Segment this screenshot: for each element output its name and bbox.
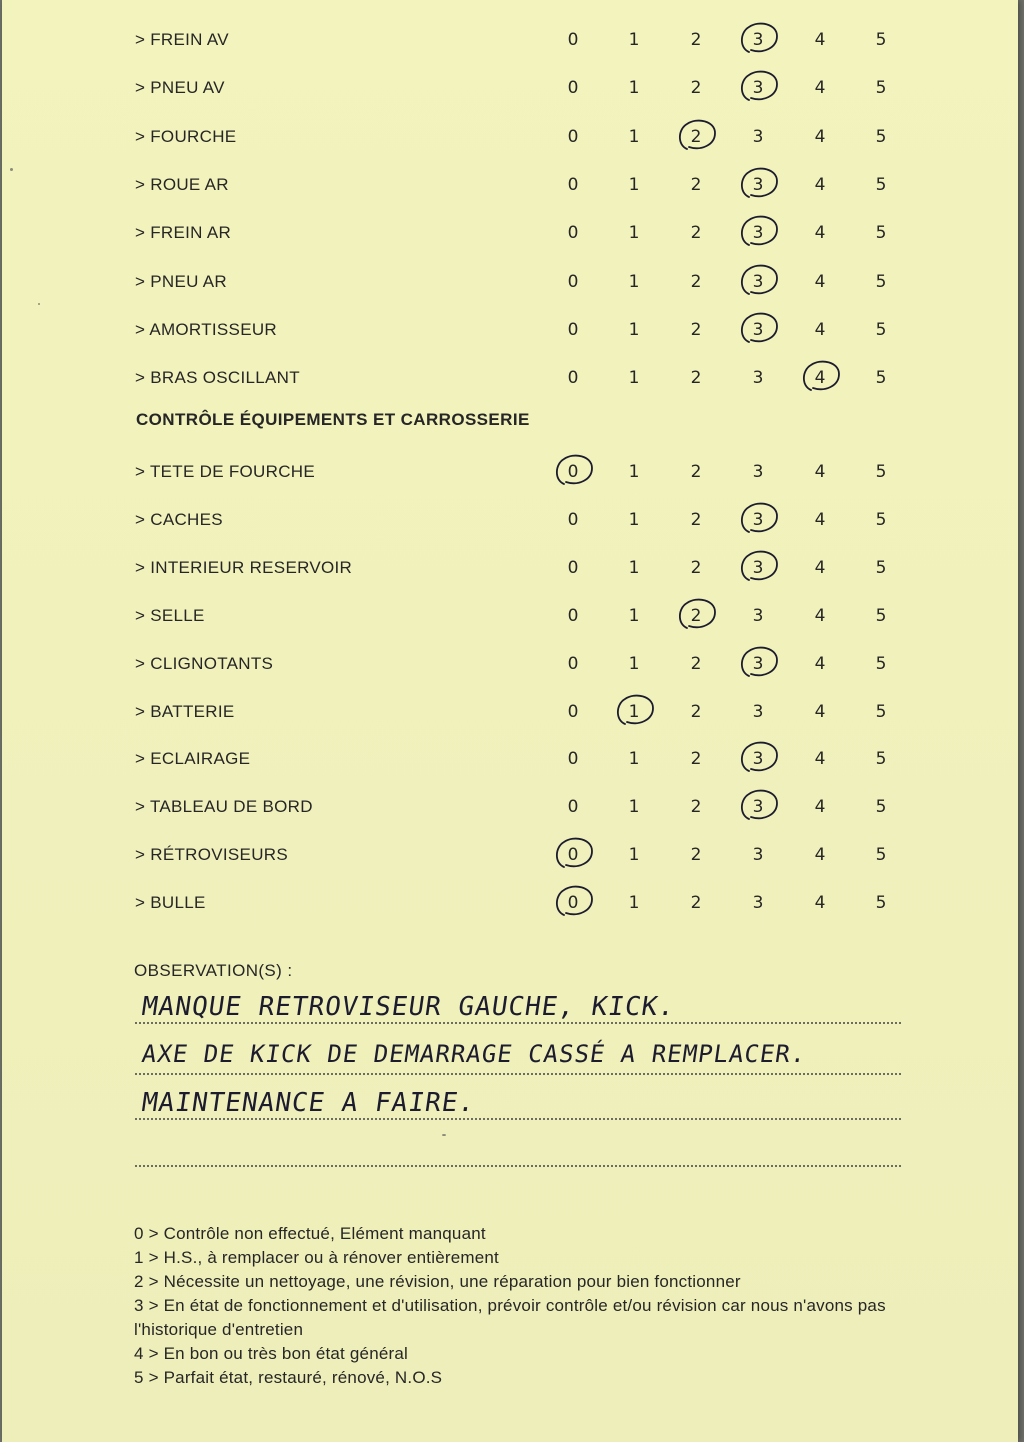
score-4: 4 xyxy=(814,845,826,866)
score-0: 0 xyxy=(567,368,579,389)
score-2: 2 xyxy=(690,174,702,195)
score-0: 0 xyxy=(567,845,579,866)
legend-item: 0 > Contrôle non effectué, Elément manquant xyxy=(134,1224,486,1243)
checklist-item-label: > BATTERIE xyxy=(135,701,235,721)
checklist-item-label: > PNEU AR xyxy=(135,271,227,291)
section-title: CONTRÔLE ÉQUIPEMENTS ET CARROSSERIE xyxy=(136,410,530,429)
score-2: 2 xyxy=(690,893,702,914)
observation-line-3: MAINTENANCE A FAIRE. xyxy=(139,1088,478,1118)
checklist-row xyxy=(2,72,1018,102)
score-2: 2 xyxy=(690,319,702,340)
score-2: 2 xyxy=(690,797,702,818)
score-2: 2 xyxy=(690,223,702,244)
score-1: 1 xyxy=(628,174,640,195)
checklist-row xyxy=(2,887,1018,917)
score-4: 4 xyxy=(814,271,826,292)
score-5: 5 xyxy=(875,749,887,770)
score-0: 0 xyxy=(567,78,579,99)
observation-dotted-line-4 xyxy=(135,1165,901,1167)
score-4: 4 xyxy=(814,126,826,147)
score-2: 2 xyxy=(690,30,702,50)
score-1: 1 xyxy=(628,368,640,389)
score-0: 0 xyxy=(567,797,579,818)
score-2: 2 xyxy=(690,557,702,578)
score-1: 1 xyxy=(628,30,640,50)
score-1: 1 xyxy=(628,605,640,626)
checklist-row xyxy=(2,552,1018,582)
score-2: 2 xyxy=(690,78,702,99)
observations-title: OBSERVATION(S) : xyxy=(134,961,293,980)
score-4: 4 xyxy=(814,30,826,50)
score-3: 3 xyxy=(752,797,764,818)
score-5: 5 xyxy=(875,797,887,818)
inspection-sheet xyxy=(2,0,1018,1442)
checklist-item-label: > CLIGNOTANTS xyxy=(135,653,274,673)
score-3: 3 xyxy=(752,319,764,340)
score-4: 4 xyxy=(814,797,826,818)
score-5: 5 xyxy=(875,701,887,722)
score-5: 5 xyxy=(875,893,887,914)
score-0: 0 xyxy=(567,701,579,722)
score-4: 4 xyxy=(814,509,826,530)
score-4: 4 xyxy=(814,893,826,914)
score-5: 5 xyxy=(875,605,887,626)
score-0: 0 xyxy=(567,30,579,50)
checklist-row xyxy=(2,504,1018,534)
score-1: 1 xyxy=(628,557,640,578)
checklist-item-label: > TABLEAU DE BORD xyxy=(135,797,313,817)
score-2: 2 xyxy=(690,368,702,389)
checklist-item-label: > AMORTISSEUR xyxy=(135,319,277,339)
score-5: 5 xyxy=(875,462,887,482)
score-3: 3 xyxy=(752,605,764,626)
score-2: 2 xyxy=(690,845,702,866)
paper-speck xyxy=(38,303,40,305)
score-0: 0 xyxy=(567,605,579,626)
score-4: 4 xyxy=(814,701,826,722)
paper-speck xyxy=(442,1134,446,1136)
checklist-item-label: > BULLE xyxy=(135,893,206,913)
checklist-item-label: > BRAS OSCILLANT xyxy=(135,368,300,388)
score-5: 5 xyxy=(875,368,887,389)
score-4: 4 xyxy=(814,557,826,578)
score-5: 5 xyxy=(875,653,887,674)
score-0: 0 xyxy=(567,509,579,530)
score-3: 3 xyxy=(752,701,764,722)
score-2: 2 xyxy=(690,462,702,482)
score-5: 5 xyxy=(875,271,887,292)
score-1: 1 xyxy=(628,653,640,674)
legend-item: 3 > En état de fonctionnement et d'utilisation, prévoir contrôle et/ou révision car nous n'avons pas l'historique d'entretien xyxy=(134,1296,886,1339)
score-3: 3 xyxy=(752,557,764,578)
score-0: 0 xyxy=(567,893,579,914)
score-1: 1 xyxy=(628,797,640,818)
checklist-row xyxy=(2,791,1018,821)
score-2: 2 xyxy=(690,701,702,722)
score-3: 3 xyxy=(752,223,764,244)
score-5: 5 xyxy=(875,30,887,50)
checklist-row xyxy=(2,314,1018,344)
checklist-item-label: > RÉTROVISEURS xyxy=(135,845,288,865)
score-1: 1 xyxy=(628,319,640,340)
score-3: 3 xyxy=(752,174,764,195)
score-0: 0 xyxy=(567,653,579,674)
score-1: 1 xyxy=(628,78,640,99)
score-4: 4 xyxy=(814,368,826,389)
checklist-row xyxy=(2,839,1018,869)
checklist-row xyxy=(2,648,1018,678)
score-5: 5 xyxy=(875,78,887,99)
score-5: 5 xyxy=(875,557,887,578)
score-0: 0 xyxy=(567,174,579,195)
checklist-row xyxy=(2,456,1018,486)
legend-item: 2 > Nécessite un nettoyage, une révision, une réparation pour bien fonctionner xyxy=(134,1272,741,1291)
score-3: 3 xyxy=(752,462,764,482)
legend-item: 4 > En bon ou très bon état général xyxy=(134,1344,409,1363)
checklist-item-label: > ROUE AR xyxy=(135,174,229,194)
score-4: 4 xyxy=(814,174,826,195)
score-1: 1 xyxy=(628,462,640,482)
score-5: 5 xyxy=(875,845,887,866)
score-3: 3 xyxy=(752,845,764,866)
observation-dotted-line-1 xyxy=(135,1022,901,1024)
paper-speck xyxy=(10,168,13,171)
score-0: 0 xyxy=(567,271,579,292)
checklist-row xyxy=(2,121,1018,151)
checklist-item-label: > FREIN AR xyxy=(135,223,232,243)
score-4: 4 xyxy=(814,78,826,99)
score-4: 4 xyxy=(814,319,826,340)
legend-item: 5 > Parfait état, restauré, rénové, N.O.S xyxy=(134,1368,443,1387)
score-3: 3 xyxy=(752,368,764,389)
legend-item: 1 > H.S., à remplacer ou à rénover entièrement xyxy=(134,1248,499,1267)
score-2: 2 xyxy=(690,271,702,292)
rating-legend xyxy=(134,1222,894,1390)
observation-line-1: MANQUE RETROVISEUR GAUCHE, KICK. xyxy=(139,992,678,1022)
score-3: 3 xyxy=(752,126,764,147)
score-3: 3 xyxy=(752,749,764,770)
score-4: 4 xyxy=(814,605,826,626)
checklist-item-label: > INTERIEUR RESERVOIR xyxy=(135,557,353,577)
checklist-row xyxy=(2,743,1018,773)
checklist-item-label: > FREIN AV xyxy=(135,30,229,49)
checklist-item-label: > SELLE xyxy=(135,605,205,625)
checklist-item-label: > ECLAIRAGE xyxy=(135,749,251,769)
score-5: 5 xyxy=(875,126,887,147)
score-2: 2 xyxy=(690,126,702,147)
score-0: 0 xyxy=(567,749,579,770)
score-1: 1 xyxy=(628,223,640,244)
score-1: 1 xyxy=(628,509,640,530)
checklist-row xyxy=(2,600,1018,630)
score-3: 3 xyxy=(752,893,764,914)
score-4: 4 xyxy=(814,653,826,674)
score-5: 5 xyxy=(875,223,887,244)
score-4: 4 xyxy=(814,223,826,244)
observation-line-2: AXE DE KICK DE DEMARRAGE CASSÉ A REMPLACER. xyxy=(140,1040,809,1068)
score-1: 1 xyxy=(628,749,640,770)
score-2: 2 xyxy=(690,749,702,770)
score-0: 0 xyxy=(567,319,579,340)
checklist-item-label: > FOURCHE xyxy=(135,126,237,146)
score-0: 0 xyxy=(567,223,579,244)
checklist-item-label: > TETE DE FOURCHE xyxy=(135,462,316,481)
score-1: 1 xyxy=(628,893,640,914)
score-3: 3 xyxy=(752,509,764,530)
score-1: 1 xyxy=(628,701,640,722)
score-5: 5 xyxy=(875,174,887,195)
score-0: 0 xyxy=(567,126,579,147)
score-3: 3 xyxy=(752,78,764,99)
score-0: 0 xyxy=(567,557,579,578)
checklist-row xyxy=(2,169,1018,199)
score-5: 5 xyxy=(875,319,887,340)
score-2: 2 xyxy=(690,605,702,626)
observation-dotted-line-3 xyxy=(135,1118,901,1120)
score-5: 5 xyxy=(875,509,887,530)
score-2: 2 xyxy=(690,509,702,530)
checklist-row xyxy=(2,362,1018,392)
checklist-row xyxy=(2,24,1018,54)
checklist-row xyxy=(2,266,1018,296)
observation-dotted-line-2 xyxy=(135,1073,901,1075)
score-3: 3 xyxy=(752,653,764,674)
score-1: 1 xyxy=(628,271,640,292)
score-0: 0 xyxy=(567,462,579,482)
score-1: 1 xyxy=(628,126,640,147)
score-4: 4 xyxy=(814,749,826,770)
checklist-row xyxy=(2,696,1018,726)
score-3: 3 xyxy=(752,271,764,292)
score-2: 2 xyxy=(690,653,702,674)
checklist-row xyxy=(2,217,1018,247)
score-1: 1 xyxy=(628,845,640,866)
score-4: 4 xyxy=(814,462,826,482)
checklist-item-label: > PNEU AV xyxy=(135,78,225,98)
score-3: 3 xyxy=(752,30,764,50)
checklist-item-label: > CACHES xyxy=(135,509,223,529)
